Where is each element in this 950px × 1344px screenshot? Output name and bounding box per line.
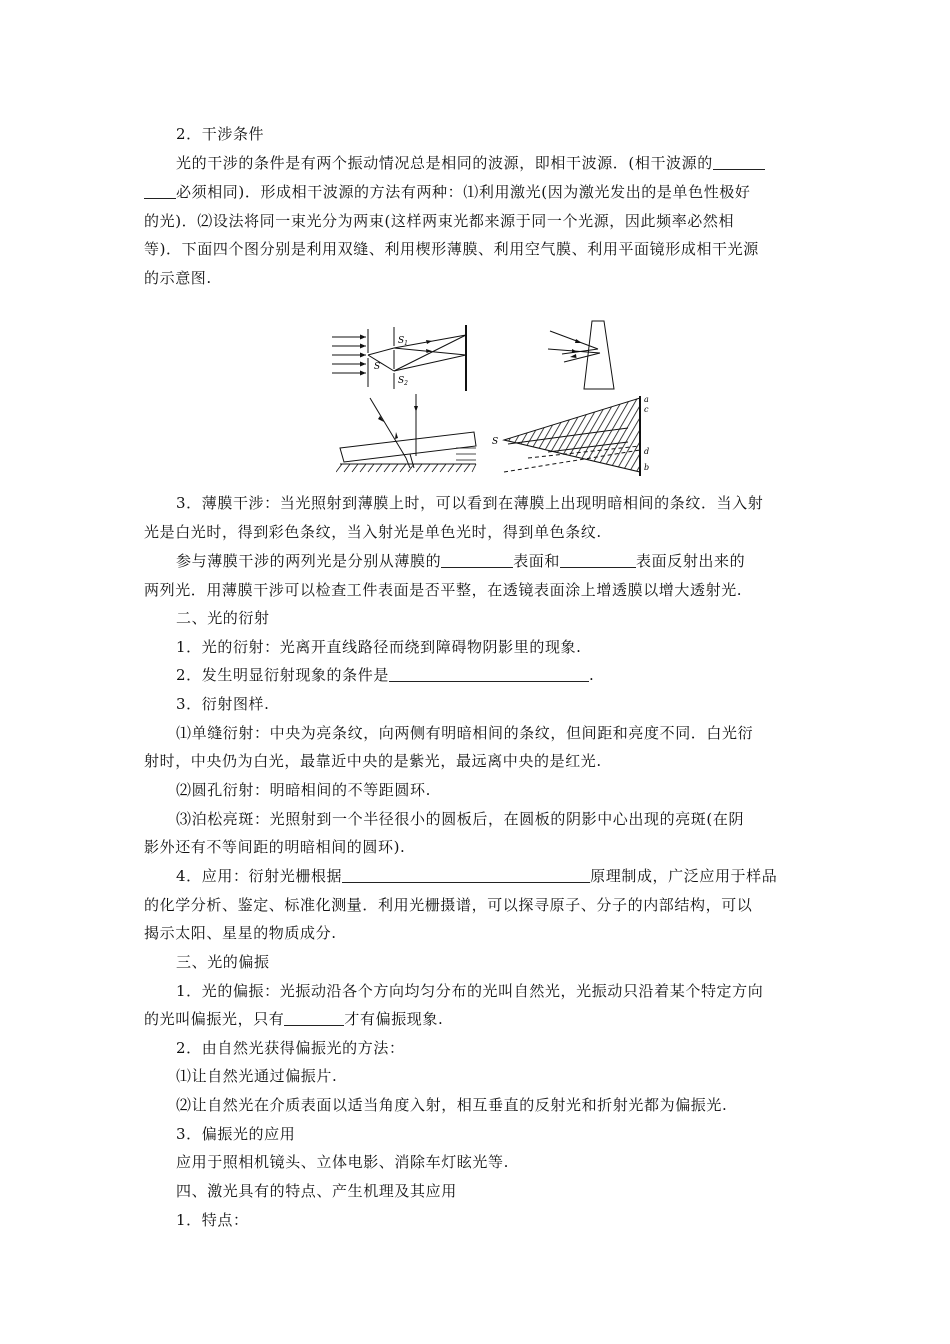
slit-s1-label: $S_1$: [398, 336, 408, 347]
answer-blank[interactable]: [389, 666, 589, 682]
air-film-diagram: [336, 392, 478, 478]
answer-blank[interactable]: [441, 552, 513, 568]
thin-film-heading: 3．薄膜干涉：当光照射到薄膜上时，可以看到在薄膜上出现明暗相间的条纹．当入射: [176, 494, 764, 512]
answer-blank[interactable]: [713, 154, 765, 170]
paragraph-line: ⑴单缝衍射：中央为亮条纹，向两侧有明暗相间的条纹，但间距和亮度不同．白光衍: [176, 724, 754, 742]
paragraph-line: 射时，中央仍为白光，最靠近中央的是紫光，最远离中央的是红光.: [144, 752, 602, 770]
heading-interference-condition: 2．干涉条件: [176, 125, 265, 143]
answer-blank[interactable]: [560, 552, 636, 568]
paragraph-line: ⑶泊松亮斑：光照射到一个半径很小的圆板后，在圆板的阴影中心出现的亮斑(在阴: [176, 810, 745, 828]
section-heading-diffraction: 二、光的衍射: [176, 609, 270, 627]
paragraph-line: 3．偏振光的应用: [176, 1125, 296, 1143]
paragraph-line: 的化学分析、鉴定、标准化测量．利用光栅摄谱，可以探寻原子、分子的内部结构，可以: [144, 896, 753, 914]
paragraph-line: ⑴让自然光通过偏振片.: [176, 1067, 338, 1085]
paragraph-line: 的光)．⑵设法将同一束光分为两束(这样两束光都来源于同一个光源，因此频率必然相: [144, 212, 735, 230]
paragraph-line: 2．发生明显衍射现象的条件是 .: [176, 666, 595, 684]
paragraph-line: 影外还有不等间距的明暗相间的圆环).: [144, 838, 406, 856]
double-slit-diagram: [328, 325, 474, 391]
source-s-label: S: [492, 437, 499, 447]
paragraph-line: 揭示太阳、星星的物质成分.: [144, 924, 337, 942]
paragraph-line: 必须相同)．形成相干波源的方法有两种：⑴利用激光(因为激光发出的是单色性极好: [144, 182, 808, 202]
answer-blank[interactable]: [144, 183, 176, 199]
paragraph-line: 2．由自然光获得偏振光的方法：: [176, 1039, 405, 1057]
paragraph-line: 的示意图.: [144, 269, 212, 287]
source-s-label: S: [374, 362, 381, 372]
label-b: b: [644, 463, 650, 472]
plane-mirror-diagram: [488, 392, 658, 478]
label-d: d: [644, 447, 650, 456]
paragraph-line: 光的干涉的条件是有两个振动情况总是相同的波源，即相干波源．(相干波源的: [176, 153, 840, 173]
label-c: c: [644, 405, 649, 414]
answer-blank[interactable]: [284, 1010, 344, 1026]
paragraph-line: ⑵圆孔衍射：明暗相间的不等距圆环.: [176, 781, 431, 799]
paragraph-line: ⑵让自然光在介质表面以适当角度入射，相互垂直的反射光和折射光都为偏振光.: [176, 1096, 728, 1114]
paragraph-line: 1．特点：: [176, 1211, 249, 1229]
answer-blank[interactable]: [342, 867, 590, 883]
paragraph-line: 应用于照相机镜头、立体电影、消除车灯眩光等.: [176, 1153, 509, 1171]
paragraph-line: 两列光．用薄膜干涉可以检查工件表面是否平整，在透镜表面涂上增透膜以增大透射光.: [144, 581, 743, 599]
paragraph-line: 4．应用：衍射光栅根据 原理制成，广泛应用于样品: [176, 867, 778, 885]
paragraph-line: 等)．下面四个图分别是利用双缝、利用楔形薄膜、利用空气膜、利用平面镜形成相干光源: [144, 240, 759, 258]
paragraph-line: 1．光的偏振：光振动沿各个方向均匀分布的光叫自然光，光振动只沿着某个特定方向: [176, 982, 764, 1000]
paragraph-line: 的光叫偏振光，只有 才有偏振现象.: [144, 1010, 444, 1028]
section-heading-polarization: 三、光的偏振: [176, 953, 270, 971]
paragraph-line: 1．光的衍射：光离开直线路径而绕到障碍物阴影里的现象.: [176, 638, 582, 656]
paragraph-line: 参与薄膜干涉的两列光是分别从薄膜的 表面和 表面反射出来的: [176, 552, 746, 570]
slit-s2-label: $S_2$: [398, 376, 408, 387]
label-a: a: [644, 395, 649, 404]
paragraph-line: 光是白光时，得到彩色条纹，当入射光是单色光时，得到单色条纹.: [144, 523, 602, 541]
paragraph-line: 3．衍射图样.: [176, 695, 270, 713]
wedge-film-diagram: [542, 319, 622, 391]
section-heading-laser: 四、激光具有的特点、产生机理及其应用: [176, 1182, 457, 1200]
